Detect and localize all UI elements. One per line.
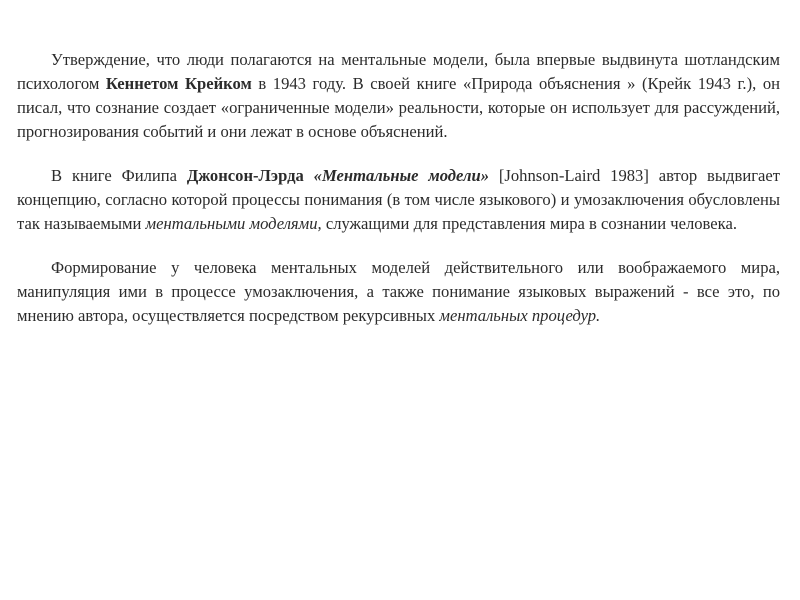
author-name-johnson-laird: Джонсон-Лэрда [186,166,304,185]
paragraph-text: В книге Филипа [51,166,187,185]
book-title: «Ментальные модели» [313,166,490,185]
paragraph-text: [Johnson-Laird 1983] автор выдвигает концепцию, согласно которой процессы понимания (в том числе языкового) и умозаключения обусловлены так называемыми [17,166,780,233]
paragraph-text: служащими для представления мира в сознании человека. [321,214,737,233]
term-mental-models: ментальными моделями, [145,214,322,233]
author-name-craik: Кеннетом Крейком [105,74,252,93]
term-mental-procedures: ментальных процедур. [439,306,601,325]
paragraph-johnson-laird [17,164,780,236]
paragraph-craik [17,48,780,144]
text-body [17,48,780,348]
paragraph-procedures [17,256,780,328]
paragraph-text [304,166,314,185]
paragraph-text: Утверждение, что люди полагаются на ментальные модели, была впервые выдвинута шотландским психологом [17,50,780,93]
paragraph-text: Формирование у человека ментальных моделей действительного или воображаемого мира, манипуляция ими в процессе умозаключения, а также понимание языковых выражений - все это, по мнению автора, осуществляется посредством рекурсивных [17,258,780,325]
paragraph-text: в 1943 году. В своей книге «Природа объяснения » (Крейк 1943 г.), он писал, что сознание создает «ограниченные модели» реальности, которые он использует для рассуждений, прогнозирования событий и они лежат в основе объяснений. [17,74,781,141]
